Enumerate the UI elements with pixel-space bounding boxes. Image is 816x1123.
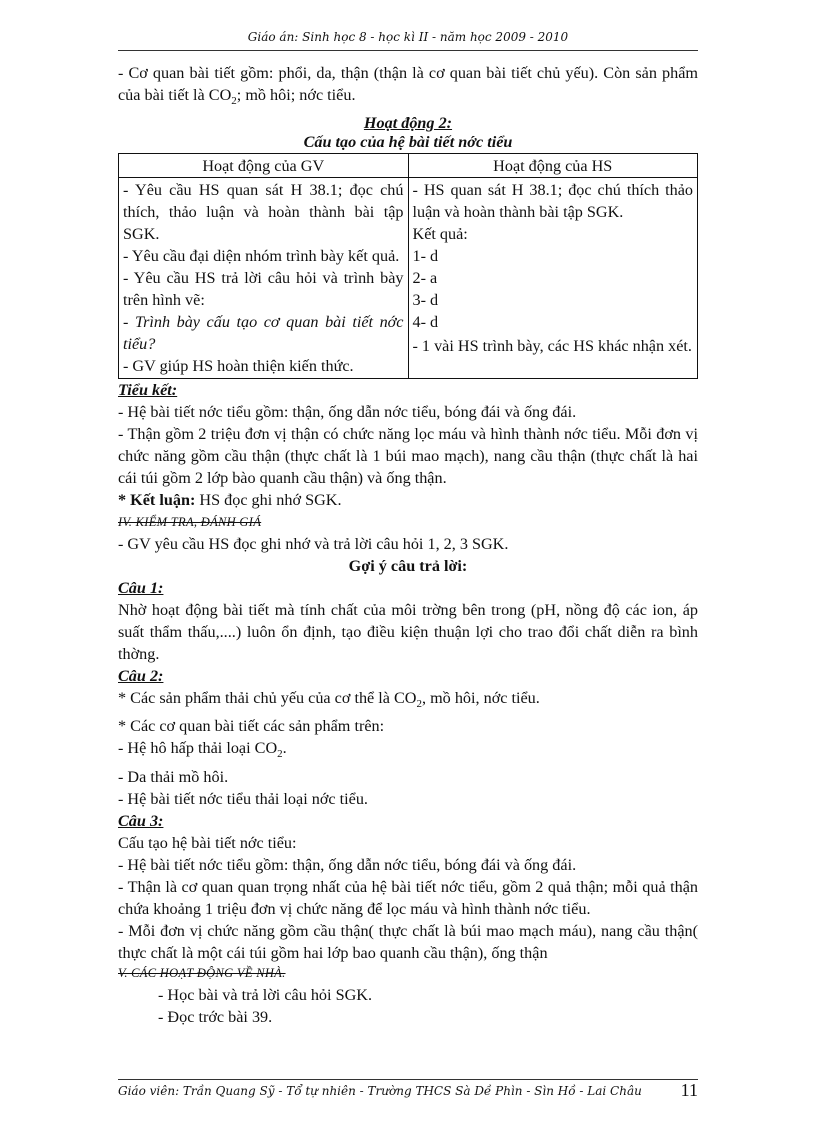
- gv-line: - Yêu cầu đại diện nhóm trình bày kết quả.: [123, 247, 400, 266]
- hs-line: 2- a: [412, 269, 438, 288]
- page-number: 11: [680, 1080, 698, 1100]
- hs-line: Kết quả:: [412, 225, 468, 244]
- hs-line: - HS quan sát H 38.1; đọc chú thích thảo luận và hoàn thành bài tập SGK.: [412, 181, 693, 222]
- gv-line: - GV giúp HS hoàn thiện kiến thức.: [123, 357, 354, 376]
- section4-heading: IV. KIỂM TRA, ĐÁNH GIÁ: [118, 515, 262, 530]
- q3-label: Câu 3:: [118, 811, 164, 830]
- section5-heading: V. CÁC HOẠT ĐỘNG VỀ NHÀ.: [118, 965, 286, 980]
- gv-line: - Yêu cầu HS trả lời câu hỏi và trình bày trên hình vẽ:: [123, 269, 404, 310]
- answers-title: Gợi ý câu trả lời:: [348, 557, 468, 576]
- gv-cell: [119, 178, 409, 379]
- page-footer: [118, 1080, 698, 1100]
- hs-line: - 1 vài HS trình bày, các HS khác nhận xét.: [412, 337, 692, 356]
- hs-line: 1- d: [412, 247, 439, 266]
- summary-p1: - Hệ bài tiết nớc tiểu gồm: thận, ống dẫn nớc tiểu, bóng đái và ống đái.: [118, 403, 577, 422]
- col-header-gv: Hoạt động của GV: [119, 154, 409, 178]
- q3-line: Cấu tạo hệ bài tiết nớc tiểu:: [118, 833, 297, 852]
- page-content: [118, 62, 698, 1028]
- footer-text: Giáo viên: Trần Quang Sỹ - Tổ tự nhiên - Trường THCS Sà Dề Phìn - Sìn Hồ - Lai Châu: [118, 1084, 642, 1098]
- q1-text: Nhờ hoạt động bài tiết mà tính chất của môi trờng bên trong (pH, nồng độ các ion, áp suất thẩm thấu,....) luôn ổn định, tạo điều kiện thuận lợi cho trao đổi chất diễn ra bình thờng.: [118, 601, 698, 664]
- q2-line: * Các sản phẩm thải chủ yếu của cơ thể là $CO_2$, mồ hôi, nớc tiểu.: [118, 689, 540, 711]
- activity-title: Cấu tạo của hệ bài tiết nớc tiểu: [303, 133, 513, 152]
- q2-line: - Hệ bài tiết nớc tiểu thải loại nớc tiểu.: [118, 789, 368, 808]
- footer-rule: [118, 1079, 698, 1080]
- conclusion: * Kết luận: HS đọc ghi nhớ SGK.: [118, 491, 342, 510]
- col-header-hs: Hoạt động của HS: [408, 154, 698, 178]
- hs-line: 4- d: [412, 313, 439, 332]
- summary-p2: - Thận gồm 2 triệu đơn vị thận có chức năng lọc máu và hình thành nớc tiểu. Mỗi đơn vị chức năng gồm cầu thận (thực chất là 1 búi mao mạch), nang cầu thận (thực chất là hai cái túi gồm 2 lớp bào quanh cầu thận) và ống thận.: [118, 425, 698, 488]
- homework-item: - Đọc trớc bài 39.: [158, 1007, 273, 1026]
- header-rule: [118, 50, 698, 51]
- q2-label: Câu 2:: [118, 667, 164, 686]
- q3-line: - Hệ bài tiết nớc tiểu gồm: thận, ống dẫn nớc tiểu, bóng đái và ống đái.: [118, 855, 577, 874]
- activity-heading: Hoạt động 2:: [363, 114, 453, 133]
- q3-line: - Mỗi đơn vị chức năng gồm cầu thận( thực chất là búi mao mạch máu), nang cầu thận( thực chất là một cái túi gồm hai lớp bao quanh cầu thận), ống thận: [118, 921, 698, 962]
- q3-line: - Thận là cơ quan quan trọng nhất của hệ bài tiết nớc tiểu, gồm 2 quả thận; mỗi quả thận chứa khoảng 1 triệu đơn vị chức năng để lọc máu và hình thành nớc tiểu.: [118, 877, 698, 918]
- q1-label: Câu 1:: [118, 579, 164, 598]
- activity-table: [118, 153, 698, 379]
- q2-line: - Da thải mồ hôi.: [118, 767, 229, 786]
- summary-heading: Tiểu kết:: [118, 381, 178, 400]
- homework-item: - Học bài và trả lời câu hỏi SGK.: [158, 985, 372, 1004]
- gv-line: - Trình bày cấu tạo cơ quan bài tiết nớc tiểu?: [123, 313, 404, 354]
- q2-line: - Hệ hô hấp thải loại $CO_2$.: [118, 739, 287, 761]
- page-header: Giáo án: Sinh học 8 - học kì II - năm học 2009 - 2010: [247, 30, 569, 44]
- q2-line: * Các cơ quan bài tiết các sản phẩm trên:: [118, 717, 385, 736]
- hs-line: 3- d: [412, 291, 439, 310]
- gv-line: - Yêu cầu HS quan sát H 38.1; đọc chú thích, thảo luận và hoàn thành bài tập SGK.: [123, 181, 404, 244]
- intro-paragraph: - Cơ quan bài tiết gồm: phổi, da, thận (thận là cơ quan bài tiết chủ yếu). Còn sản phẩm của bài tiết là $CO_2$; mồ hôi; nớc tiểu.: [118, 64, 698, 108]
- section4-text: - GV yêu cầu HS đọc ghi nhớ và trả lời câu hỏi 1, 2, 3 SGK.: [118, 535, 509, 554]
- hs-cell: [408, 178, 698, 379]
